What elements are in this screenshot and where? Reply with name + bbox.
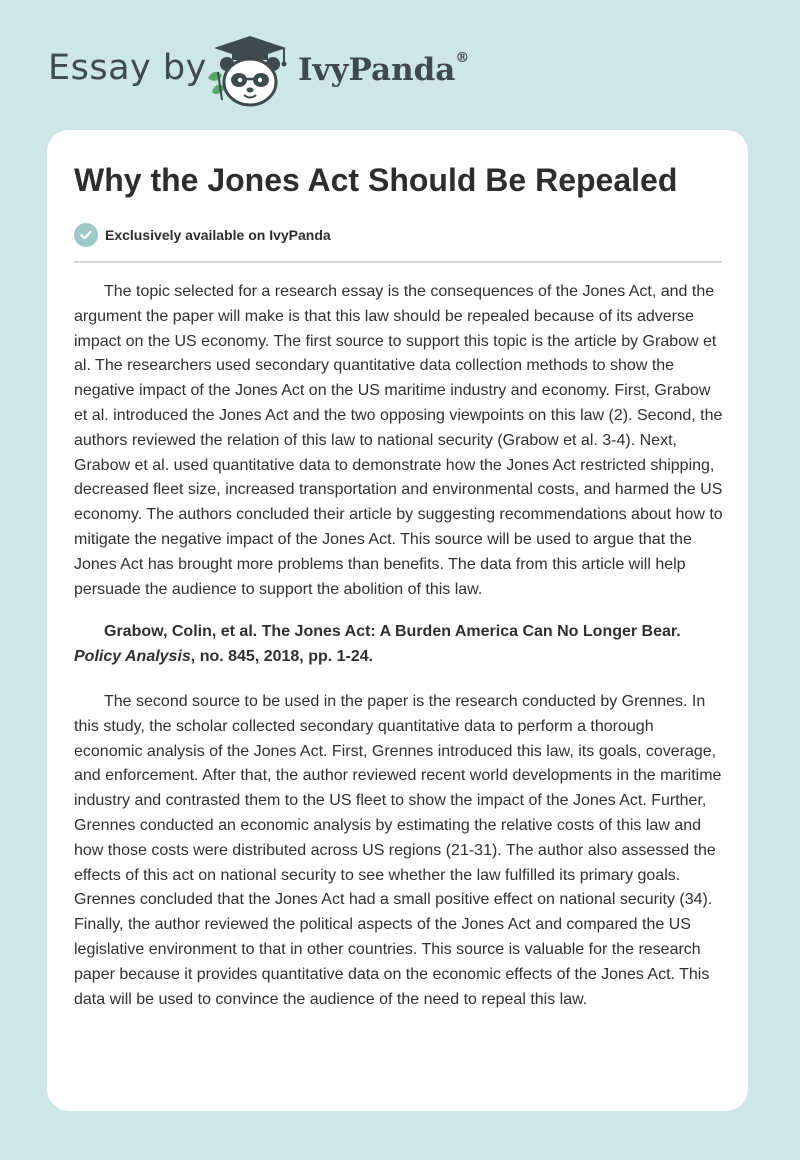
citation-lead: Grabow, Colin, et al. The Jones Act: A Burden America Can No Longer Bear. bbox=[104, 623, 681, 641]
paragraph-1: The topic selected for a research essay is the consequences of the Jones Act, and the argument the paper will make is that this law should be repealed because of its adverse impact on the US economy. The first source to support this topic is the article by Grabow et al. The researchers used secondary quantitative data collection methods to show the negative impact of the Jones Act on the US maritime industry and economy. First, Grabow et al. introduced the Jones Act and the two opposing viewpoints on this law (2). Second, the authors reviewed the relation of this law to national security (Grabow et al. 3-4). Next, Grabow et al. used quantitative data to demonstrate how the Jones Act restricted shipping, decreased fleet size, increased transportation and environmental costs, and harmed the US economy. The authors concluded their article by suggesting recommendations about how to mitigate the negative impact of the Jones Act. This source will be used to argue that the Jones Act has brought more problems than benefits. The data from this article will help persuade the audience to support the abolition of this law. bbox=[74, 283, 723, 598]
registered-mark: ® bbox=[455, 50, 470, 66]
essay-card bbox=[47, 130, 748, 1111]
exclusive-label: Exclusively available on IvyPanda bbox=[105, 227, 331, 243]
citation-tail: , no. 845, 2018, pp. 1-24. bbox=[190, 648, 374, 666]
paragraph-2: The second source to be used in the paper is the research conducted by Grennes. In this study, the scholar collected secondary quantitative data to perform a thorough economic analysis of the Jones Act. First, Grennes introduced this law, its goals, coverage, and enforcement. After that, the author reviewed recent world developments in the maritime industry and contrasted them to the US fleet to show the impact of the Jones Act. Further, Grennes conducted an economic analysis by estimating the relative costs of this law and how those costs were distributed across US regions (21-31). The author also assessed the effects of this act on national security to see whether the law fulfilled its primary goals. Grennes concluded that the Jones Act had a small positive effect on national security (34). Finally, the author reviewed the political aspects of the Jones Act and compared the US legislative environment to that in other countries. This source is valuable for the research paper because it provides quantitative data on the economic effects of the Jones Act. This data will be used to convince the audience of the need to repeal this law. bbox=[74, 692, 722, 1008]
exclusive-badge bbox=[74, 223, 331, 247]
brand-name-text: IvyPanda bbox=[298, 52, 456, 88]
ivypanda-wordmark[interactable] bbox=[298, 52, 469, 88]
site-header bbox=[0, 0, 800, 130]
check-circle-icon bbox=[74, 223, 98, 247]
citation bbox=[74, 620, 726, 670]
divider bbox=[74, 261, 722, 263]
essay-body bbox=[74, 280, 726, 1012]
panda-graduate-icon[interactable] bbox=[200, 36, 294, 108]
essay-by-label: Essay by bbox=[48, 48, 207, 88]
citation-journal: Policy Analysis bbox=[74, 648, 191, 666]
page-title: Why the Jones Act Should Be Repealed bbox=[74, 162, 678, 198]
